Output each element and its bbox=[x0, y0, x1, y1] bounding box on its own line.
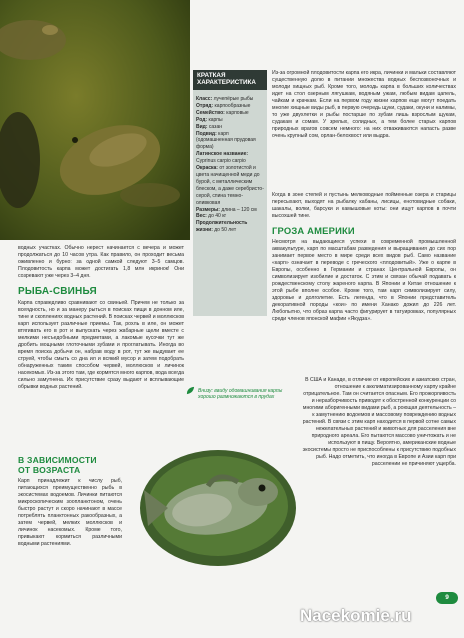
info-box-value: сазан bbox=[208, 123, 222, 130]
info-box-key: Вес: bbox=[196, 213, 209, 220]
info-box-key: Семейство: bbox=[196, 109, 227, 116]
info-box-row bbox=[196, 117, 264, 124]
carp-school-photo bbox=[0, 0, 190, 240]
info-box-title: КРАТКАЯ ХАРАКТЕРИСТИКА bbox=[197, 72, 256, 87]
info-box-row bbox=[196, 165, 264, 206]
col3-usa-text: В США и Канаде, в отличие от европейских и азиатских стран, отношение к акклиматизированному карпу крайне отрицательное. Там он считается опасным. Его прожорливость и неразборчивость приводят к обостренной конкуренции со многими аборигенными видами рыб, а роющая деятельность – к замутнению водоемов и массовому повреждению водных растений. В связи с этим карп находится в первой сотне самых нежелательных растений и животных для расселения вне природного ареала. Его пытаются массово уничтожать и не используют в пищу. Вероятно, американские водные экосистемы просто не приспособлены к присутствию подобных рыб. Надо отметить, что иногда в Европе и Азии карп при расселении не причиняют ущерба. bbox=[302, 377, 456, 467]
info-box-row bbox=[196, 207, 264, 214]
info-box-row bbox=[196, 103, 264, 110]
info-box-row bbox=[196, 110, 264, 117]
info-box-value: карповые bbox=[226, 109, 249, 116]
info-box-row bbox=[196, 213, 264, 220]
info-box-value: карп (одомашненная прудовая форма) bbox=[196, 130, 256, 151]
info-box-row bbox=[196, 124, 264, 131]
col3-steppe-text: Когда в зоне степей и пустынь мелководные пойменные озера и старицы пересыхают, выходят на рыбалку кабаны, лисицы, енотовидные собаки, шакалы, волки, барсуки и камышовые коты: они ищут карпов в почти высохшей тине. bbox=[272, 192, 456, 219]
info-box-value: карпообразные bbox=[214, 102, 251, 109]
col3-culture-text: Несмотря на выдающиеся успехи в современной промышленной аквакультуре, карп по масштабам разведения и выращивания до сих пор занимает первое место в мире среди всех видов рыб. Само название «карп» означает в переводе с греческого «плодовитый». Уже о карпе в Европы, особенно в Германии и странах Центральной Европы, он символизирует изобилие и достаток. С этим и связан обычай подавать к рождественскому столу жареного карпа. В Японии и Китае отношение к этой рыбе вполне особое. Кроме того, там карп символизирует силу, здоровье и долголетие. Есть легенда, что в Японии представитель декоративной породы «кои» по имени Ханако дожил до 226 лет. Любопытно, что образ карпа часто фигурирует в татуировках, популярных среди членов японской мафии «Якудза». bbox=[272, 239, 456, 322]
info-box-key: Класс: bbox=[196, 96, 214, 102]
info-box-row bbox=[196, 151, 264, 165]
info-box-value: до 40 кг bbox=[208, 213, 227, 220]
info-box-key: Вид: bbox=[196, 123, 209, 130]
info-box-row bbox=[196, 96, 264, 103]
info-box-key: Продолжительность жизни: bbox=[196, 220, 248, 234]
info-box-key: Род: bbox=[196, 116, 209, 123]
info-box-value: Cyprinus carpio carpio bbox=[196, 158, 246, 165]
info-box-row bbox=[196, 131, 264, 152]
leaf-icon bbox=[186, 386, 195, 395]
col1-by-age-text: Карп принадлежит к числу рыб, питающихся преимущественно рыбь в экосистемах водоемов. Личинки питаются микроскопическим зоопланктоном, очень быстро растут и скоро начинают в массе потреблять планктонных ракообразных, а затем червей, мелких моллюсков и личинок насекомых. Кроме того, привыкают кормиться различными водными растениями. bbox=[18, 478, 122, 547]
photo-caption: Внизу: ввиду одомашнивания карпы хорошо размножаются в прудах bbox=[198, 388, 283, 401]
watermark: Nacekomie.ru bbox=[300, 606, 412, 625]
col1-pig-fish-text: Карпа справедливо сравнивают со свиньей. Причем не только за всеядность, но и за манеру рыться в поисках пищи в донном иле, тине и скоплениях водных растений. В поисках червей и моллюсков карп использует различные приемы. Так, рохль в иле, он может втягивать его в рот и выпускать через жабарные щели вместе с мелкими несъедобными предметами, а лакомые кусочки тут же дробить мощными глоточными зубами и проглатывать. Иногда во время поиска добычи он, набрав воду в рот, тут же выдувает ее струей, чтобы смыть со дна ил и всякий мусор и затем подобрать обнаруженных таким способом червей, моллюсков и личинок насекомых. Из-за этого там, где кормятся много карпов, вода всегда сильно замутнена. Их присутствие сразу выдают и всплывающие обрывки водных растений. bbox=[18, 300, 184, 390]
info-box-key: Отряд: bbox=[196, 102, 215, 109]
info-box-value: лучепёрые рыбы bbox=[213, 96, 254, 102]
info-box-key: Латинское название: bbox=[196, 151, 249, 158]
info-box-body bbox=[196, 96, 264, 234]
info-box-key: Размеры: bbox=[196, 206, 222, 213]
info-box-value: длина – 120 см bbox=[221, 206, 257, 213]
carp-closeup-photo bbox=[138, 446, 300, 572]
heading-america: ГРОЗА АМЕРИКИ bbox=[272, 225, 355, 236]
col3-predators-text: Из-за огромной плодовитости карпа его икра, личинки и мальки составляют существенную долю в питании множества водных беспозвоночных и молоди хищных рыб. Кроме того, молодь карпа в больших количествах идет на стол озерным лягушкам, водяным ужам, любым видам цапель, чайкам и крачкам. Если на первом году жизни карпов еще могут поедать многие хищные виды рыб, в первую очередь щуки, судаки, окуни и налимы, то уже двухлетки и рыбы постарше по зубам лишь взрослым щукам, судакам и сомам. У зрелых, солидных, а тем более старых карпов природных врагов совсем немного: на них отваживаются напасть разве очень крупный сом, орлан-белохвост или выдра. bbox=[272, 70, 456, 139]
info-box-value: от золотистой и цвета начищенной меди до бурой, с металлическим блеском, а даже серебристо-серой, спина темно-оливковая bbox=[196, 165, 264, 206]
col1-intro-text: водных участках. Обычно нерест начинается с вечера и может продолжаться до 10 часов утра. Как правило, он проходит весьма оживленно и бурно: за одной самкой следуют 3–5 самцов. Плодовитость карпа может достигать 1,8 млн икринок! Они созревают уже через 3–4 дня. bbox=[18, 245, 184, 279]
info-box-value: карпы bbox=[208, 116, 223, 123]
heading-by-age: В ЗАВИСИМОСТИ ОТ ВОЗРАСТА bbox=[18, 455, 97, 475]
heading-pig-fish: РЫБА-СВИНЬЯ bbox=[18, 286, 97, 297]
page-number: 9 bbox=[436, 592, 458, 604]
info-box-row bbox=[196, 220, 264, 234]
info-box-key: Окраска: bbox=[196, 165, 220, 172]
info-box-key: Подвид: bbox=[196, 130, 219, 137]
info-box-value: до 50 лет bbox=[214, 227, 237, 234]
